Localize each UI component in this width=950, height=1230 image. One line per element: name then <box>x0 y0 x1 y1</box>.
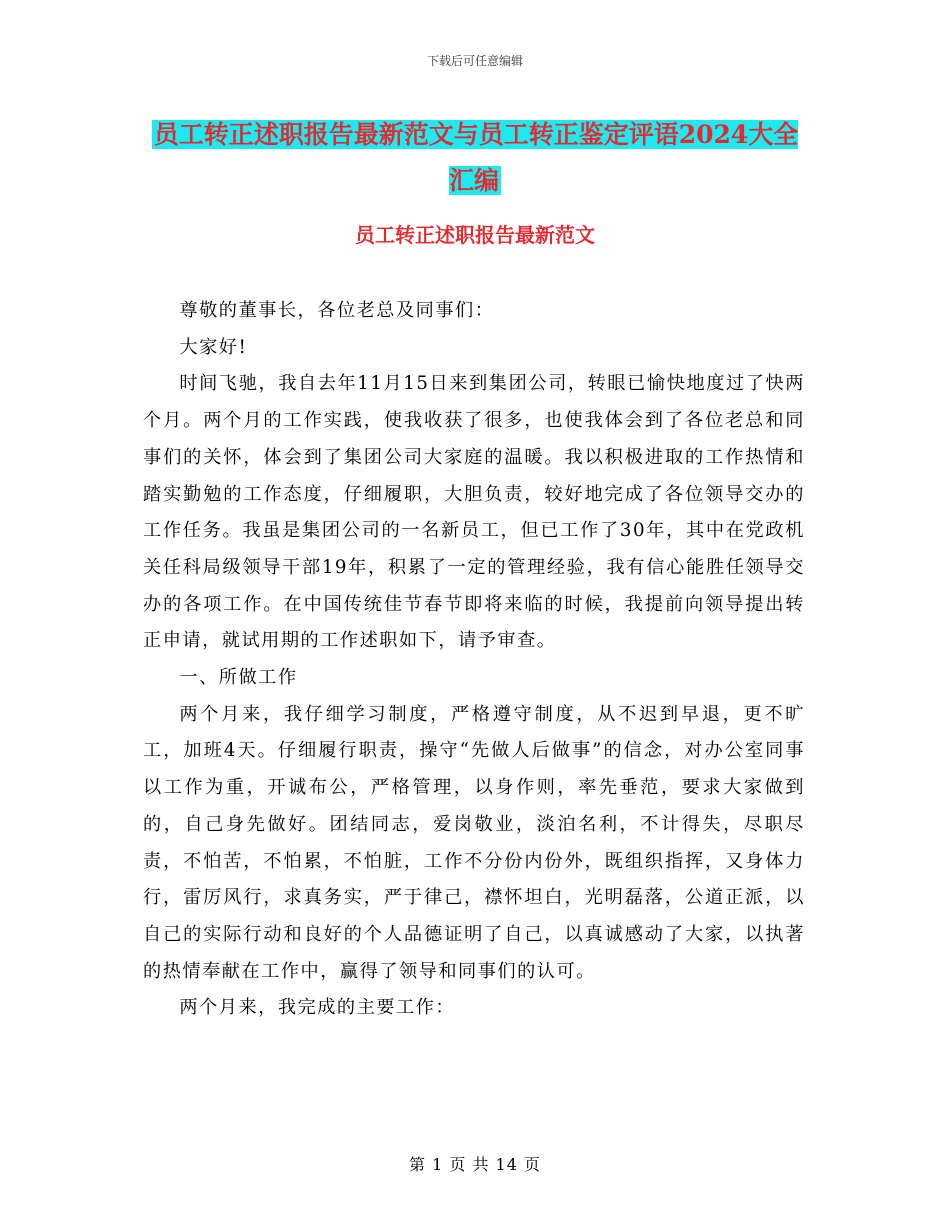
paragraph-main-work: 两个月来，我完成的主要工作： <box>179 997 456 1019</box>
paragraph-work-detail: 两个月来，我仔细学习制度，严格遵守制度，从不迟到早退，更不旷工，加班4天。仔细履行职责，操守“先做人后做事”的信念，对办公室同事以工作为重，开诚布公，严格管理，以身作则，率先垂范，要求大家做到的，自己身先做好。团结同志，爱岗敬业，淡泊名利，不计得失，尽职尽责，不怕苦，不怕累，不怕脏，工作不分份内份外，既组织指挥，又身体力行，雷厉风行，求真务实，严于律己，襟怀坦白，光明磊落，公道正派，以自己的实际行动和良好的个人品德证明了自己，以真诚感动了大家，以执著的热情奉献在工作中，赢得了领导和同事们的认可。 <box>143 703 805 982</box>
paragraph-greeting: 大家好! <box>179 336 248 358</box>
document-body <box>143 293 805 1027</box>
header-note: 下载后可任意编辑 <box>426 54 523 68</box>
paragraph-heading-work: 一、所做工作 <box>179 667 298 689</box>
document-title-text: 员工转正述职报告最新范文与员工转正鉴定评语2024大全汇编 <box>153 120 799 195</box>
page-indicator: 第 1 页 共 14 页 <box>409 1155 541 1174</box>
paragraph-intro: 时间飞驰，我自去年11月15日来到集团公司，转眼已愉快地度过了快两个月。两个月的工作实践，使我收获了很多，也使我体会到了各位老总和同事们的关怀，体会到了集团公司大家庭的温暖。我以积极进取的工作热情和踏实勤勉的工作态度，仔细履职，大胆负责，较好地完成了各位领导交办的工作任务。我虽是集团公司的一名新员工，但已工作了30年，其中在党政机关任科局级领导干部19年，积累了一定的管理经验，我有信心能胜任领导交办的各项工作。在中国传统佳节春节即将来临的时候，我提前向领导提出转正申请，就试用期的工作述职如下，请予审查。 <box>143 373 805 652</box>
section-title: 员工转正述职报告最新范文 <box>355 223 595 247</box>
paragraph-salutation: 尊敬的董事长，各位老总及同事们： <box>179 300 495 321</box>
document-title <box>143 112 807 204</box>
